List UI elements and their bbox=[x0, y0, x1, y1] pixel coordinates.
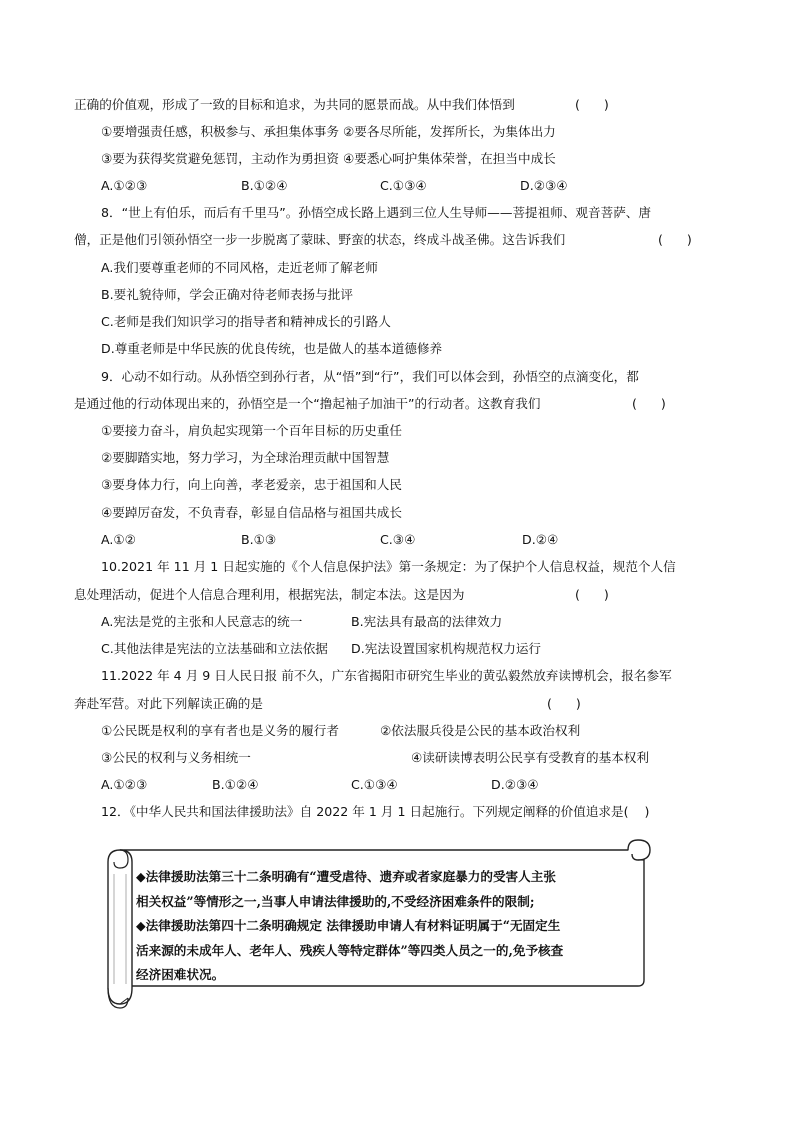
q10-option-d: D.宪法设置国家机构规范权力运行 bbox=[351, 641, 542, 656]
scroll-line-4: 活来源的未成年人、老年人、残疾人等特定群体”等四类人员之一的,免予核查 bbox=[136, 942, 564, 958]
scroll-line-1: ◆法律援助法第三十二条明确有“遭受虐待、遗弃或者家庭暴力的受害人主张 bbox=[136, 869, 556, 884]
scroll-line-5: 经济困难状况。 bbox=[136, 967, 225, 982]
q11-option-a: A.①②③ bbox=[101, 777, 148, 792]
q10-option-a: A.宪法是党的主张和人民意志的统一 bbox=[101, 614, 303, 629]
q10-option-c: C.其他法律是宪法的立法基础和立法依据 bbox=[101, 641, 328, 656]
q7-option-b: B.①②④ bbox=[241, 178, 288, 193]
q12-stem-line-1: 12．《中华人民共和国法律援助法》自 2022 年 1 月 1 日起施行。下列规定阐释的价值追求是( ) bbox=[101, 804, 650, 819]
scroll-text-block bbox=[136, 865, 641, 988]
q11-option-b: B.①②④ bbox=[212, 777, 259, 792]
q11-option-c: C.①③④ bbox=[351, 777, 398, 792]
q9-stem-line-1: 9．心动不如行动。从孙悟空到孙行者，从“悟”到“行”，我们可以体会到，孙悟空的点滴变化，都 bbox=[101, 369, 639, 384]
scroll-line-3: ◆法律援助法第四十二条明确规定 法律援助申请人有材料证明属于“无固定生 bbox=[136, 918, 561, 933]
q8-stem-line-1: 8．“世上有伯乐，而后有千里马”。孙悟空成长路上遇到三位人生导师——菩提祖师、观音菩萨、唐 bbox=[101, 205, 651, 220]
q7-item-2: ③要为获得奖赏避免惩罚，主动作为勇担资 ④要悉心呵护集体荣誉，在担当中成长 bbox=[101, 151, 556, 166]
q9-item-4: ④要踔厉奋发，不负青春，彰显自信品格与祖国共成长 bbox=[101, 505, 402, 520]
q9-answer-bracket: ( ) bbox=[632, 396, 666, 411]
q11-option-d: D.②③④ bbox=[491, 777, 539, 792]
law-scroll-box bbox=[98, 838, 660, 1013]
q9-option-a: A.①② bbox=[101, 532, 136, 547]
q9-item-3: ③要身体力行，向上向善，孝老爱亲，忠于祖国和人民 bbox=[101, 477, 402, 492]
q7-stem-tail bbox=[74, 97, 515, 113]
q8-answer-bracket: ( ) bbox=[658, 232, 692, 247]
q9-stem-line-2: 是通过他的行动体现出来的，孙悟空是一个“撸起袖子加油干”的行动者。这教育我们 bbox=[74, 396, 541, 411]
q11-stem-line-1: 11.2022 年 4 月 9 日人民日报 前不久，广东省揭阳市研究生毕业的黄弘毅然放弃读博机会，报名参军 bbox=[101, 668, 672, 683]
q9-option-b: B.①③ bbox=[241, 532, 277, 547]
q11-item-2: ②依法服兵役是公民的基本政治权利 bbox=[380, 723, 581, 738]
q11-item-1: ①公民既是权利的享有者也是义务的履行者 bbox=[101, 723, 339, 738]
q7-answer-bracket: ( ) bbox=[575, 97, 609, 112]
q9-item-1: ①要接力奋斗，肩负起实现第一个百年目标的历史重任 bbox=[101, 423, 402, 438]
q7-stem-text: 正确的价值观，形成了一致的目标和追求，为共同的愿景而战。从中我们体悟到 bbox=[74, 97, 515, 112]
q10-stem-line-1: 10.2021 年 11 月 1 日起实施的《个人信息保护法》第一条规定：为了保护个人信息权益，规范个人信 bbox=[101, 559, 676, 574]
q9-item-2: ②要脚踏实地，努力学习，为全球治理贡献中国智慧 bbox=[101, 450, 390, 465]
q11-answer-bracket: ( ) bbox=[547, 696, 581, 711]
q7-option-d: D.②③④ bbox=[520, 178, 568, 193]
q7-option-c: C.①③④ bbox=[380, 178, 427, 193]
q10-option-b: B.宪法具有最高的法律效力 bbox=[351, 614, 503, 629]
q11-item-4: ④读研读博表明公民享有受教育的基本权利 bbox=[411, 750, 649, 765]
q8-option-c: C.老师是我们知识学习的指导者和精神成长的引路人 bbox=[101, 314, 391, 329]
q8-option-d: D.尊重老师是中华民族的优良传统，也是做人的基本道德修养 bbox=[101, 341, 443, 356]
q7-item-1: ①要增强责任感，积极参与、承担集体事务 ②要各尽所能，发挥所长，为集体出力 bbox=[101, 124, 556, 139]
q10-answer-bracket: ( ) bbox=[575, 587, 609, 602]
q8-stem-line-2: 僧，正是他们引领孙悟空一步一步脱离了蒙昧、野蛮的状态，终成斗战圣佛。这告诉我们 bbox=[74, 232, 566, 247]
q9-option-d: D.②④ bbox=[522, 532, 559, 547]
q11-stem-line-2: 奔赴军营。对此下列解读正确的是 bbox=[74, 696, 263, 711]
q8-option-b: B.要礼貌待师，学会正确对待老师表扬与批评 bbox=[101, 287, 353, 302]
q10-stem-line-2: 息处理活动，促进个人信息合理利用，根据宪法，制定本法。这是因为 bbox=[74, 587, 465, 602]
q8-option-a: A.我们要尊重老师的不同风格，走近老师了解老师 bbox=[101, 260, 378, 275]
q9-option-c: C.③④ bbox=[380, 532, 416, 547]
scroll-line-2: 相关权益”等情形之一,当事人申请法律援助的,不受经济困难条件的限制; bbox=[136, 893, 535, 909]
q7-option-a: A.①②③ bbox=[101, 178, 148, 193]
q11-item-3: ③公民的权利与义务相统一 bbox=[101, 750, 251, 765]
